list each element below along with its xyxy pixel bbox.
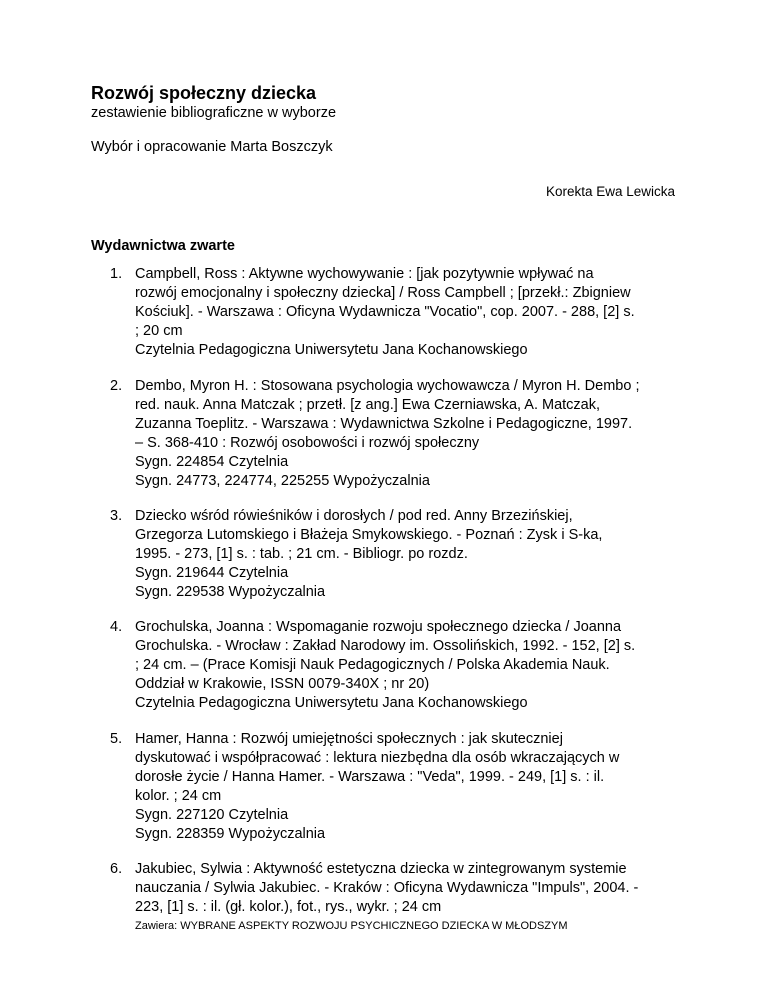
bibliography-entry — [110, 618, 680, 713]
entry-line: Dziecko wśród rówieśników i dorosłych / pod red. Anny Brzezińskiej, — [135, 508, 573, 524]
entry-line: Sygn. 224854 Czytelnia — [135, 454, 289, 470]
bibliography-entry — [110, 265, 680, 360]
entry-line: red. nauk. Anna Matczak ; przetł. [z ang.] Ewa Czerniawska, A. Matczak, — [135, 397, 601, 413]
entry-number: 2. — [110, 378, 123, 394]
entry-line: Oddział w Krakowie, ISSN 0079-340X ; nr 20) — [135, 676, 430, 692]
entry-line: – S. 368-410 : Rozwój osobowości i rozwój społeczny — [135, 435, 480, 451]
compiler-credit: Wybór i opracowanie Marta Boszczyk — [91, 139, 333, 155]
entry-number: 6. — [110, 861, 123, 877]
entry-line: 1995. - 273, [1] s. : tab. ; 21 cm. - Bibliogr. po rozdz. — [135, 546, 468, 562]
entry-line: Czytelnia Pedagogiczna Uniwersytetu Jana Kochanowskiego — [135, 695, 528, 711]
entry-line: Sygn. 227120 Czytelnia — [135, 807, 289, 823]
bibliography-entry — [110, 507, 680, 602]
entry-number: 4. — [110, 619, 123, 635]
entry-line: Jakubiec, Sylwia : Aktywność estetyczna dziecka w zintegrowanym systemie — [135, 861, 627, 877]
section-heading: Wydawnictwa zwarte — [91, 238, 235, 254]
bibliography-entry — [110, 377, 680, 491]
entry-number: 1. — [110, 266, 123, 282]
entry-line: 223, [1] s. : il. (gł. kolor.), fot., rys., wykr. ; 24 cm — [135, 899, 442, 915]
entry-line: Grochulska, Joanna : Wspomaganie rozwoju społecznego dziecka / Joanna — [135, 619, 622, 635]
entry-line: nauczania / Sylwia Jakubiec. - Kraków : Oficyna Wydawnicza "Impuls", 2004. - — [135, 880, 639, 896]
entry-line: Grochulska. - Wrocław : Zakład Narodowy im. Ossolińskich, 1992. - 152, [2] s. — [135, 638, 636, 654]
editor-credit: Korekta Ewa Lewicka — [545, 184, 675, 199]
entry-line: Zuzanna Toeplitz. - Warszawa : Wydawnictwa Szkolne i Pedagogiczne, 1997. — [135, 416, 633, 432]
entry-line: Sygn. 229538 Wypożyczalnia — [135, 584, 326, 600]
entry-line: ; 20 cm — [135, 323, 183, 339]
entry-line: rozwój emocjonalny i społeczny dziecka] / Ross Campbell ; [przekł.: Zbigniew — [135, 285, 631, 301]
entry-number: 5. — [110, 731, 123, 747]
entry-line: Czytelnia Pedagogiczna Uniwersytetu Jana Kochanowskiego — [135, 342, 528, 358]
entry-line: ; 24 cm. – (Prace Komisji Nauk Pedagogicznych / Polska Akademia Nauk. — [135, 657, 610, 673]
entry-line: Sygn. 219644 Czytelnia — [135, 565, 289, 581]
entry-line: dyskutować i współpracować : lektura niezbędna dla osób wkraczających w — [135, 750, 620, 766]
entry-number: 3. — [110, 508, 123, 524]
document-subtitle: zestawienie bibliograficzne w wyborze — [91, 105, 337, 121]
entry-line: Sygn. 24773, 224774, 225255 Wypożyczalnia — [135, 473, 430, 489]
document-title: Rozwój społeczny dziecka — [91, 83, 317, 103]
entry-line: Dembo, Myron H. : Stosowana psychologia wychowawcza / Myron H. Dembo ; — [135, 378, 640, 394]
entry-line: dorosłe życie / Hanna Hamer. - Warszawa : "Veda", 1999. - 249, [1] s. : il. — [135, 769, 605, 785]
entry-line: Sygn. 228359 Wypożyczalnia — [135, 826, 326, 842]
bibliography-entry — [110, 860, 680, 936]
entry-line: Hamer, Hanna : Rozwój umiejętności społecznych : jak skuteczniej — [135, 731, 563, 747]
entry-line: Kościuk]. - Warszawa : Oficyna Wydawnicza "Vocatio", cop. 2007. - 288, [2] s. — [135, 304, 635, 320]
entry-line: kolor. ; 24 cm — [135, 788, 222, 804]
entry-line: Campbell, Ross : Aktywne wychowywanie : [jak pozytywnie wpływać na — [135, 266, 594, 282]
entry-line: Grzegorza Lutomskiego i Błażeja Smykowskiego. - Poznań : Zysk i S-ka, — [135, 527, 603, 543]
entry-contents-note: Zawiera: WYBRANE ASPEKTY ROZWOJU PSYCHICZNEGO DZIECKA W MŁODSZYM — [135, 920, 568, 932]
bibliography-entry — [110, 730, 680, 844]
